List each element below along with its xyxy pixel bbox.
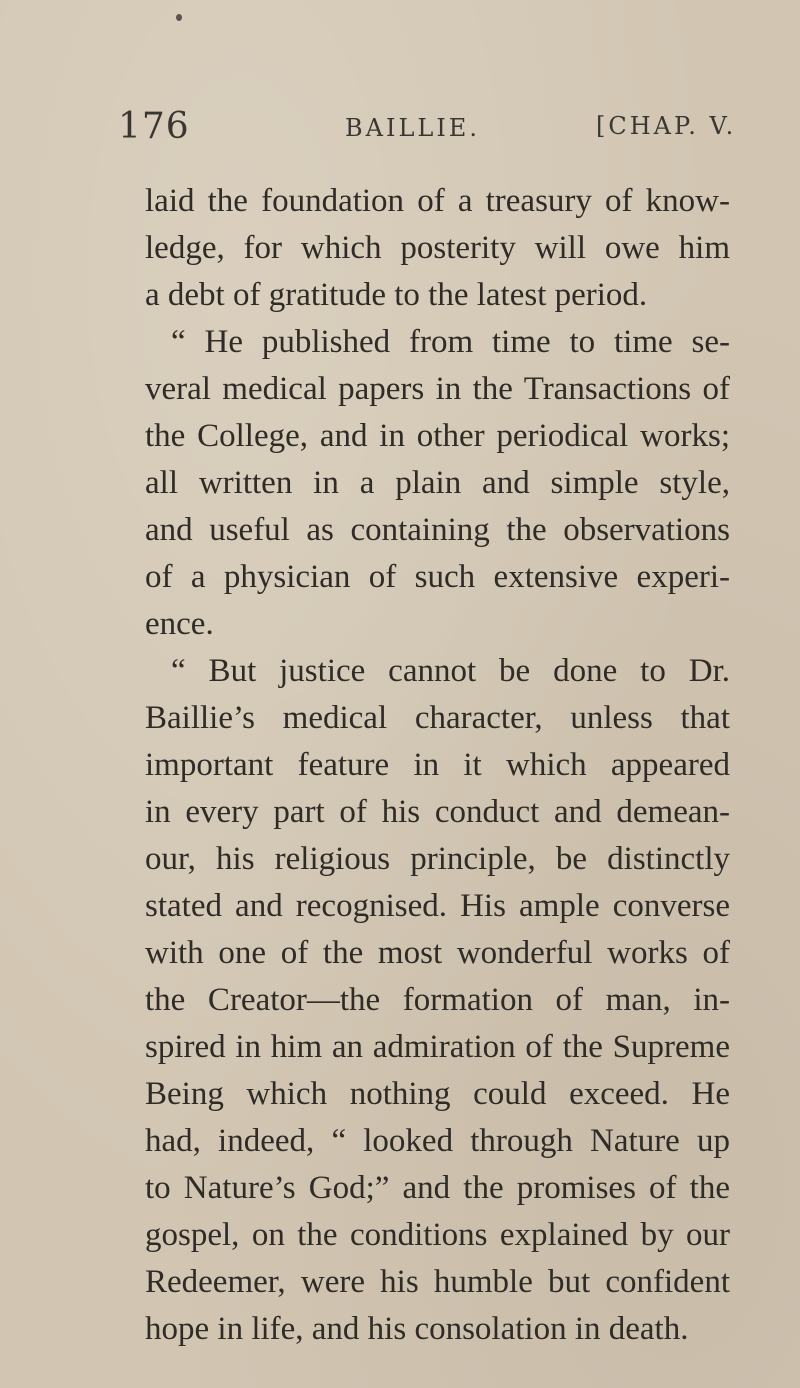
text-line: the Creator—the formation of man, in- — [145, 982, 730, 1018]
text-line: to Nature’s God;” and the promises of the — [145, 1170, 730, 1206]
text-line: important feature in it which appeared — [145, 747, 730, 783]
text-line: stated and recognised. His ample converse — [145, 888, 730, 924]
text-line: all written in a plain and simple style, — [145, 465, 730, 501]
text-line: ence. — [145, 606, 214, 642]
text-line: “ He published from time to time se- — [171, 324, 730, 360]
text-line: and useful as containing the observations — [145, 512, 730, 548]
text-line: ledge, for which posterity will owe him — [145, 230, 730, 266]
page-header — [0, 106, 800, 156]
text-line: veral medical papers in the Transactions of — [145, 371, 730, 407]
chapter-label: [CHAP. V. — [596, 112, 737, 140]
page-number: 176 — [118, 106, 190, 147]
text-line: had, indeed, “ looked through Nature up — [145, 1123, 730, 1159]
ink-speck — [176, 14, 182, 21]
running-head: BAILLIE. — [345, 114, 480, 142]
text-line: Redeemer, were his humble but confident — [145, 1264, 730, 1300]
body-text — [145, 178, 730, 1353]
text-line: the College, and in other periodical works; — [145, 418, 730, 454]
text-line: a debt of gratitude to the latest period. — [145, 277, 648, 313]
text-line: our, his religious principle, be distinctly — [145, 841, 730, 877]
text-line: “ But justice cannot be done to Dr. — [171, 653, 730, 689]
text-line: Baillie’s medical character, unless that — [145, 700, 730, 736]
text-line: with one of the most wonderful works of — [145, 935, 730, 971]
text-line: Being which nothing could exceed. He — [145, 1076, 730, 1112]
text-line: in every part of his conduct and demean- — [145, 794, 730, 830]
text-line: laid the foundation of a treasury of know- — [145, 183, 730, 219]
text-line: spired in him an admiration of the Supreme — [145, 1029, 730, 1065]
text-line: of a physician of such extensive experi- — [145, 559, 730, 595]
text-line: gospel, on the conditions explained by our — [145, 1217, 730, 1253]
text-line: hope in life, and his consolation in death. — [145, 1311, 689, 1347]
